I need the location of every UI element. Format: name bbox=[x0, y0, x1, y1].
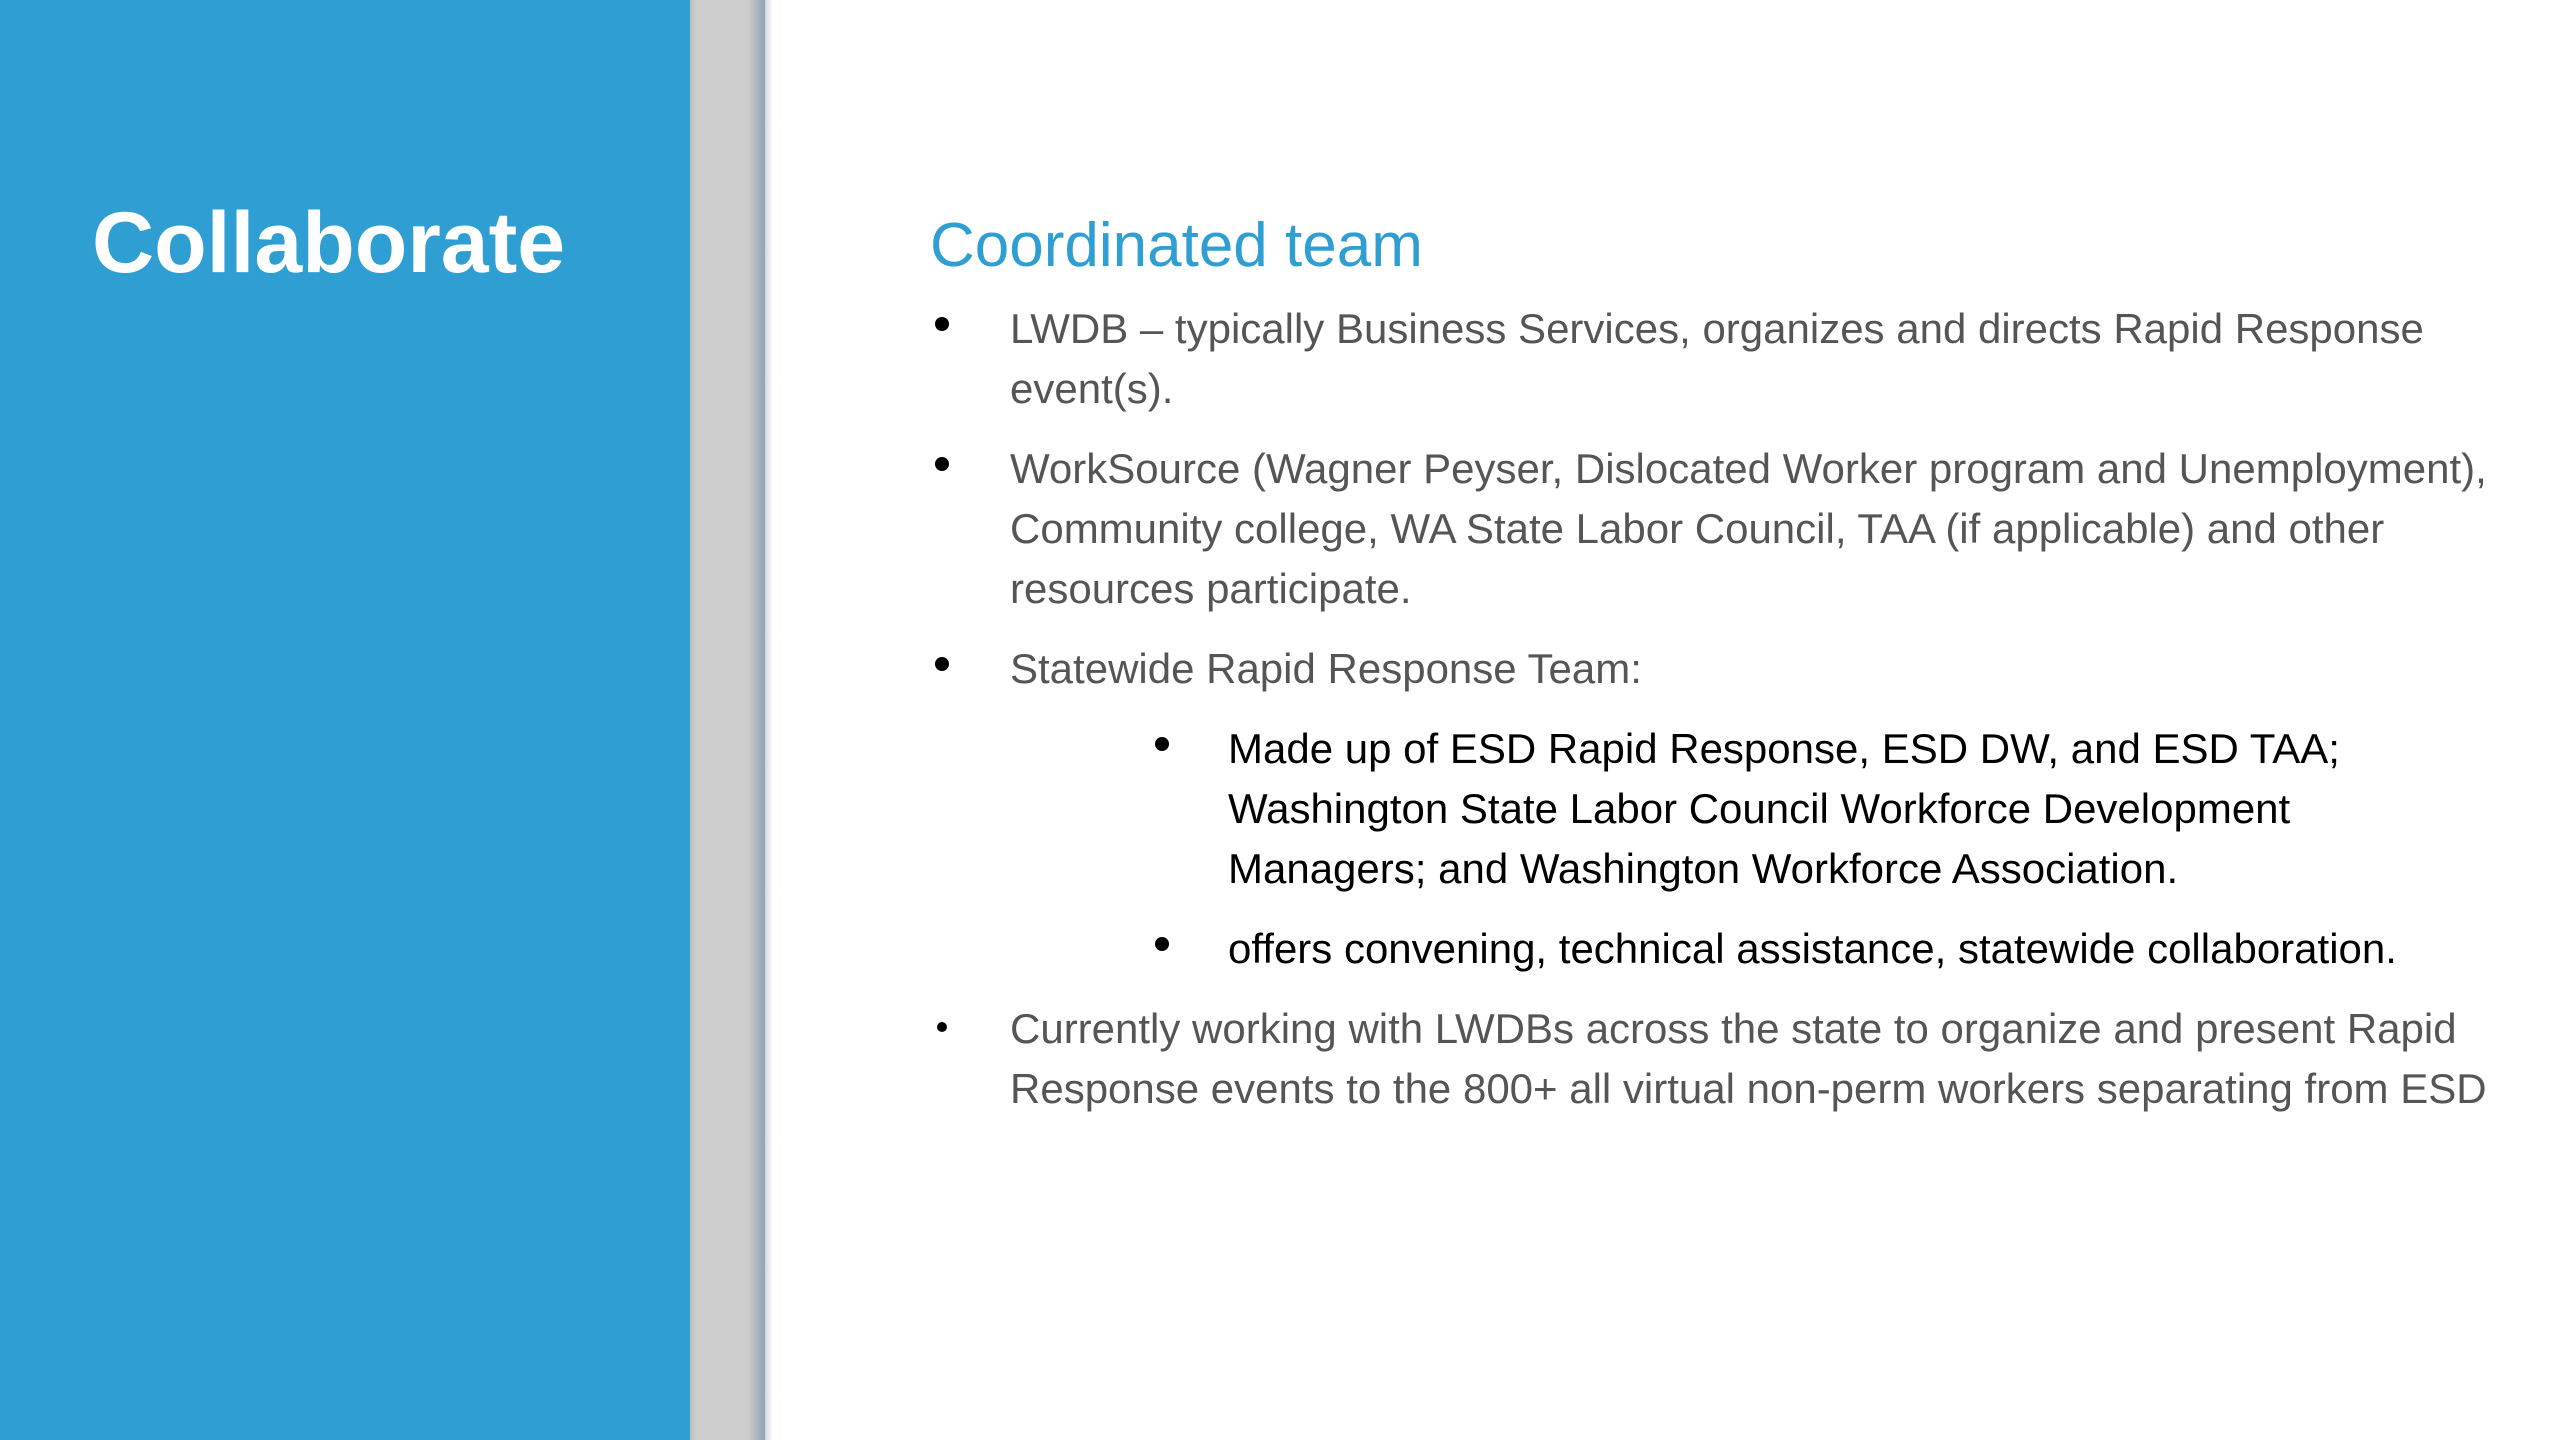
sub-bullet-text: Made up of ESD Rapid Response, ESD DW, and ESD TAA; Washington State Labor Council Workforce Development Managers; and Washington Workforce Association. bbox=[1228, 725, 2340, 893]
sub-bullet-list bbox=[930, 719, 2490, 979]
bullet-text: WorkSource (Wagner Peyser, Dislocated Worker program and Unemployment), Community college, WA State Labor Council, TAA (if applicable) and other resources participate. bbox=[1010, 445, 2487, 613]
bullet-text: Currently working with LWDBs across the state to organize and present Rapid Response events to the 800+ all virtual non-perm workers separating from ESD bbox=[1010, 1005, 2487, 1113]
bullet-item-worksource bbox=[930, 439, 2490, 619]
bullet-item-lwdb bbox=[930, 299, 2490, 419]
bullet-dot-icon bbox=[935, 457, 949, 471]
bullet-item-currently-working bbox=[930, 999, 2490, 1119]
title-panel bbox=[0, 0, 690, 1440]
slide-content bbox=[930, 210, 2490, 1139]
divider-bar bbox=[690, 0, 765, 1440]
sub-bullet-item-offers bbox=[930, 919, 2490, 979]
bullet-list bbox=[930, 299, 2490, 699]
sub-bullet-dot-icon bbox=[1155, 937, 1169, 951]
divider-shadow bbox=[765, 0, 773, 1440]
slide-title: Collaborate bbox=[92, 195, 566, 291]
bullet-dot-icon bbox=[935, 657, 949, 671]
bullet-list-continued bbox=[930, 999, 2490, 1119]
bullet-dot-icon bbox=[937, 1022, 947, 1032]
bullet-text: Statewide Rapid Response Team: bbox=[1010, 645, 1642, 693]
sub-bullet-text: offers convening, technical assistance, statewide collaboration. bbox=[1228, 925, 2397, 973]
sub-bullet-dot-icon bbox=[1155, 737, 1169, 751]
sub-bullet-item-made-up-of bbox=[930, 719, 2490, 899]
bullet-text: LWDB – typically Business Services, organizes and directs Rapid Response event(s). bbox=[1010, 305, 2424, 413]
bullet-item-statewide-team bbox=[930, 639, 2490, 699]
slide-subtitle: Coordinated team bbox=[930, 211, 1423, 280]
bullet-dot-icon bbox=[935, 317, 949, 331]
